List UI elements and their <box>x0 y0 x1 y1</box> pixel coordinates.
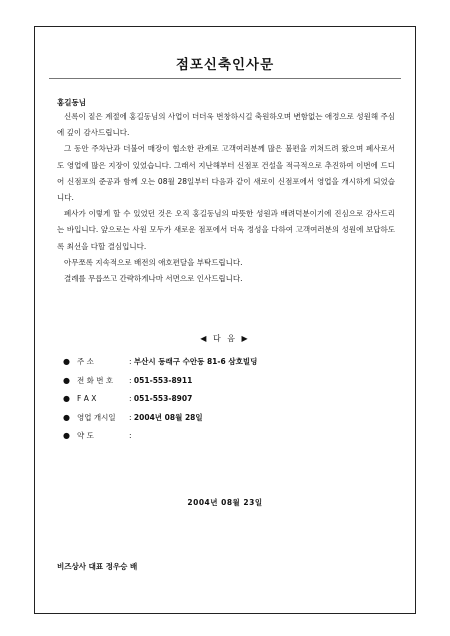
page-title: 점포신축인사문 <box>175 57 275 73</box>
paragraph: 결례를 무릅쓰고 간략하게나마 서면으로 인사드립니다. <box>64 274 243 284</box>
info-label: 영업 개시일 <box>77 412 116 422</box>
info-label: F A X <box>77 394 97 403</box>
list-item: ● 주 소 : 부산시 동래구 수안동 81-6 삼호빌딩 <box>63 353 257 372</box>
info-label: 약 도 <box>77 431 94 440</box>
bullet-icon: ● <box>63 357 70 366</box>
info-value: 051-553-8907 <box>133 394 193 403</box>
bullet-icon: ● <box>63 375 70 385</box>
signature: 비즈상사 대표 정우승 배 <box>57 562 138 571</box>
info-label: 전 화 번 호 <box>77 375 114 385</box>
bullet-icon: ● <box>63 394 70 403</box>
paragraph: 아무쪼록 지속적으로 배전의 애호편달을 부탁드립니다. <box>64 257 243 267</box>
list-item: ● 전 화 번 호 : 051-553-8911 <box>63 372 257 391</box>
list-item: ● F A X : 051-553-8907 <box>63 390 257 409</box>
letter-date: 2004년 08월 23일 <box>187 498 263 507</box>
bullet-icon: ● <box>63 431 70 440</box>
info-value: 051-553-8911 <box>133 375 193 385</box>
title-divider <box>49 78 401 79</box>
bullet-icon: ● <box>63 412 70 422</box>
letter-page <box>34 26 416 614</box>
info-label: 주 소 <box>77 357 94 366</box>
list-item: ● 영업 개시일 : 2004년 08월 28일 <box>63 409 257 428</box>
info-value: 부산시 동래구 수안동 81-6 삼호빌딩 <box>133 357 258 366</box>
paragraph: 신록이 짙은 계절에 홍길동님의 사업이 더더욱 번창하시길 축원하오며 변함없는 애정으로 성원해 주심에 깊이 감사드립니다. <box>57 112 395 138</box>
info-value: 2004년 08월 28일 <box>133 412 203 422</box>
recipient-name: 홍길동님 <box>57 98 86 107</box>
paragraph: 폐사가 이렇게 할 수 있었던 것은 오직 홍길동님의 따뜻한 성원과 배려덕분이기에 진심으로 감사드리는 바입니다. 앞으로는 사원 모두가 새로운 점포에서 더욱 정성을 다하여 고객여러분의 성원에 보답하도록 최선을 다할 결심입니다. <box>57 209 395 251</box>
next-heading: ◀ 다 음 ▶ <box>200 334 250 343</box>
paragraph: 그 동안 주차난과 더불어 매장이 협소한 관계로 고객여러분께 많은 불편을 끼쳐드려 왔으며 폐사로서도 영업에 많은 지장이 있었습니다. 그래서 지난해부터 신점포 건설을 적극적으로 추진하여 이번에 드디어 신점포의 준공과 함께 오는 08월 28일부터 다음과 같이 새로이 신점포에서 영업을 개시하게 되었습니다. <box>57 144 395 203</box>
letter-body <box>57 109 395 287</box>
info-list <box>63 353 257 446</box>
list-item: ● 약 도 : <box>63 427 257 446</box>
